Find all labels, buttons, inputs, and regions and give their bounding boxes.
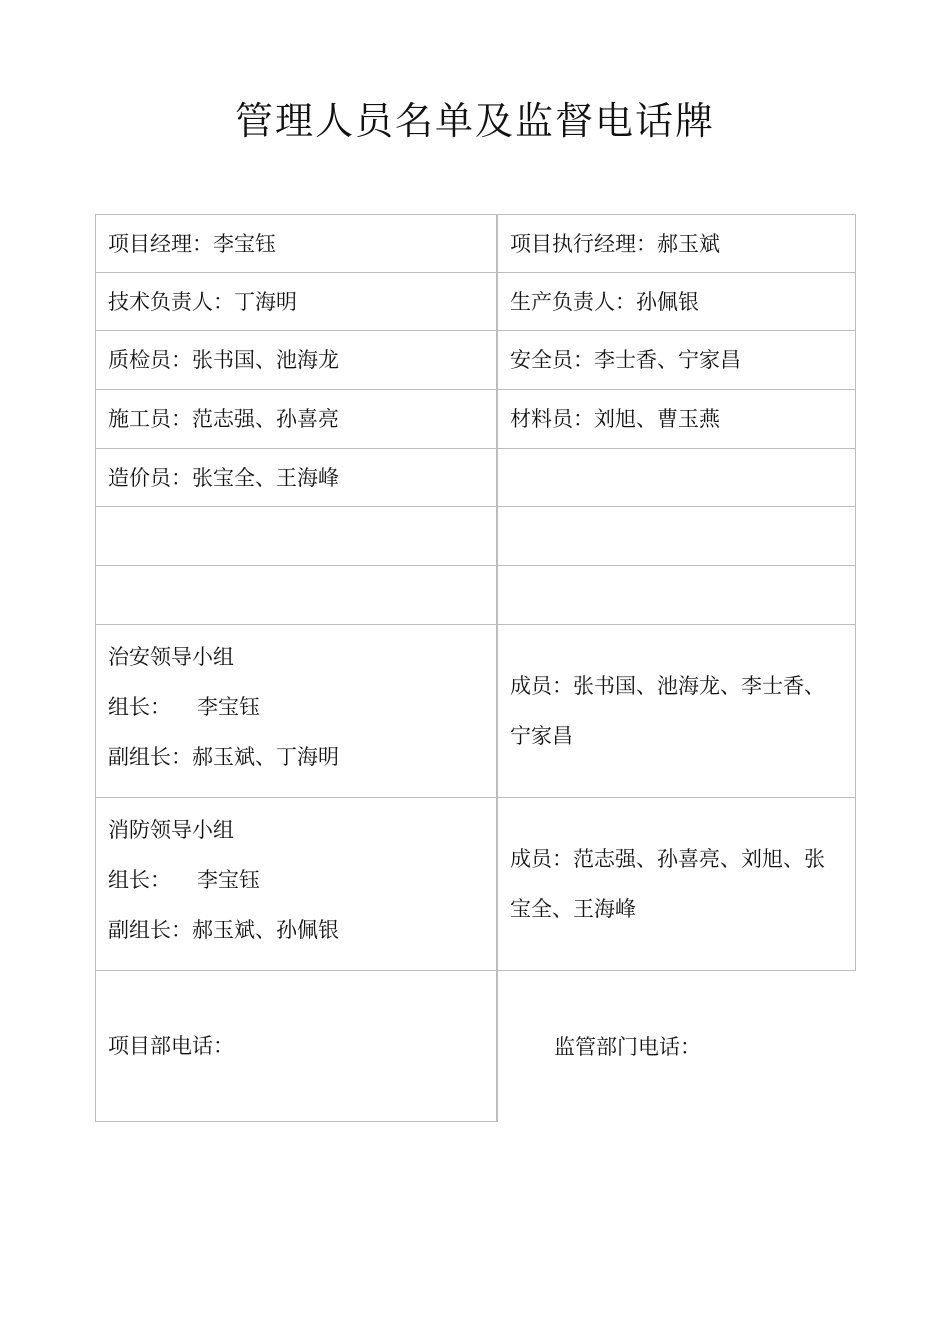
- fire-group-name: 消防领导小组: [108, 818, 234, 842]
- table-cell: 施工员：范志强、孙喜亮: [95, 389, 497, 449]
- table-cell: [497, 506, 856, 566]
- table-cell: [95, 565, 497, 625]
- fire-group-deputy: 副组长：郝玉斌、孙佩银: [108, 918, 339, 942]
- fire-group-cell: [95, 797, 497, 971]
- fire-group-leader: [108, 855, 484, 905]
- leader-label: 组长：: [108, 868, 171, 892]
- table-cell: [497, 565, 856, 625]
- security-members-line: 宁家昌: [510, 724, 573, 748]
- leader-name: 李宝钰: [197, 868, 260, 892]
- project-phone-cell: [95, 970, 497, 1122]
- table-cell: 造价员：张宝全、王海峰: [95, 448, 497, 507]
- table-cell: 生产负责人：孙佩银: [497, 272, 856, 331]
- table-cell: 项目执行经理：郝玉斌: [497, 214, 856, 273]
- table-cell: 项目经理：李宝钰: [95, 214, 497, 273]
- page-title: 管理人员名单及监督电话牌: [234, 99, 715, 143]
- security-group-name: 治安领导小组: [108, 645, 234, 669]
- security-group-deputy: 副组长：郝玉斌、丁海明: [108, 745, 339, 769]
- table-cell: 技术负责人：丁海明: [95, 272, 497, 331]
- table-cell: [497, 448, 856, 507]
- table-cell: 质检员：张书国、池海龙: [95, 330, 497, 390]
- supervision-phone-cell: [497, 970, 856, 1122]
- leader-name: 李宝钰: [197, 695, 260, 719]
- security-members-line: 成员：张书国、池海龙、李士香、: [510, 674, 825, 698]
- fire-members-cell: [497, 797, 856, 971]
- table-cell: [95, 506, 497, 566]
- security-group-leader: [108, 682, 484, 732]
- leader-label: 组长：: [108, 695, 171, 719]
- project-phone-label: 项目部电话：: [108, 1034, 234, 1058]
- table-cell: 材料员：刘旭、曹玉燕: [497, 389, 856, 449]
- fire-members-line: 宝全、王海峰: [510, 897, 636, 921]
- fire-members-line: 成员：范志强、孙喜亮、刘旭、张: [510, 847, 825, 871]
- table-cell: 安全员：李士香、宁家昌: [497, 330, 856, 390]
- security-members-cell: [497, 624, 856, 798]
- security-group-cell: [95, 624, 497, 798]
- supervision-phone-label: 监管部门电话：: [554, 1034, 701, 1059]
